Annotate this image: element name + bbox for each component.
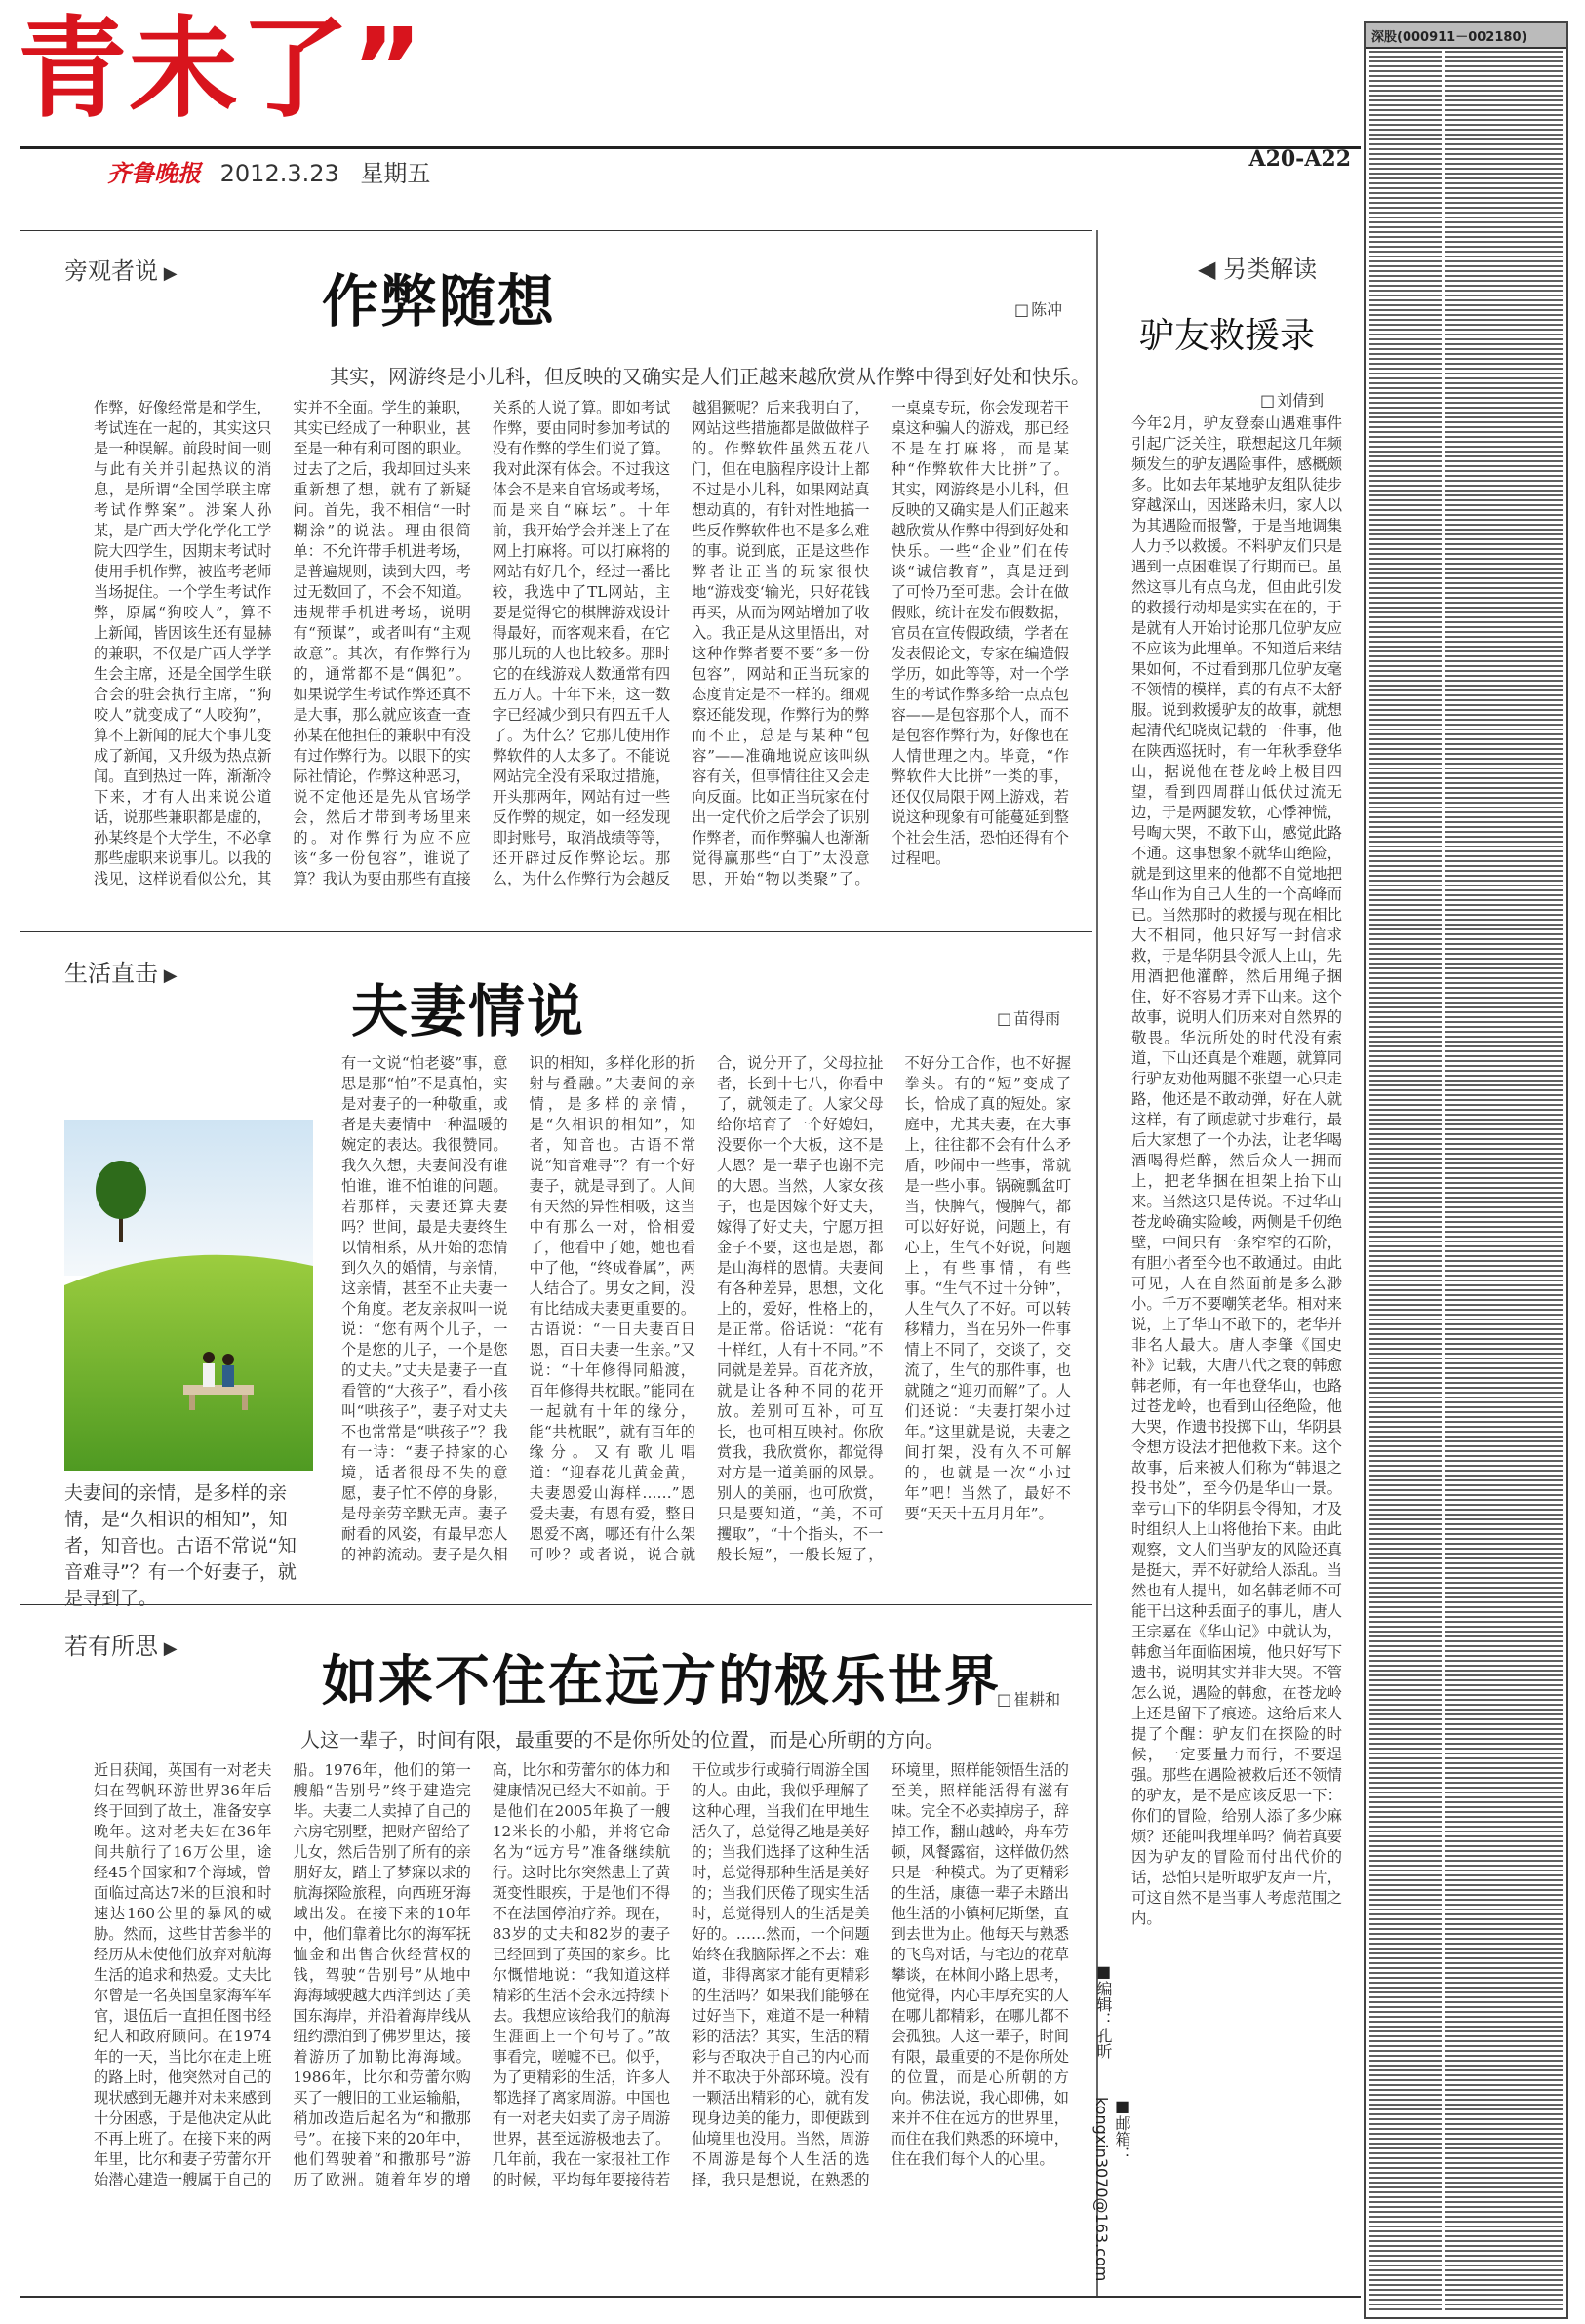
divider: [20, 931, 1092, 932]
issue-date: 2012.3.23: [219, 160, 339, 187]
editor-email: [1092, 2097, 1133, 2324]
issue-weekday: 星期五: [360, 160, 431, 187]
sidebar-author: □ 刘倩到: [1260, 388, 1324, 411]
article-subtitle: 其实，网游终是小儿科，但反映的又确实是人们正越来越欣赏从作弊中得到好处和快乐。: [330, 365, 1090, 388]
editor-credit: [1092, 1962, 1115, 2059]
bottom-divider: [20, 2296, 1361, 2298]
section-label-alt: ◀ 另类解读: [1198, 256, 1318, 283]
sidebar-title: 驴友救援录: [1139, 316, 1316, 356]
section-label-life: 生活直击 ▶: [64, 954, 178, 988]
article-subtitle: 人这一辈子，时间有限，最重要的不是你所处的位置，而是心所朝的方向。: [300, 1728, 944, 1752]
email-address: kongxin3070@163.com: [1092, 2097, 1111, 2282]
article-body-buddha: 近日获闻，英国有一对老夫妇在驾帆环游世界36年后终于回到了故土，准备安享晚年。这对老夫妇在36年间共航行了16万公里，途经45个国家和7个海域，曾面临过高达7米的巨浪和时速达160公里的暴风的威胁。然而，这些甘苦参半的经历从未使他们放弃对航海生活的追求和热爱。丈夫比尔曾是一名英国皇家海军军官，退伍后一直担任图书经纪人和政府顾问。在1974年的一天，当比尔在走上班的路上时，他突然对自己的现状感到无趣并对未来感到十分困惑，于是他决定从此不再上班了。在接下来的两年里，比尔和妻子劳蕾尔开始潜心建造一艘属于自己的船。1976年，他们的第一艘船“告别号”终于建造完毕。夫妻二人卖掉了自己的六房宅别墅，把财产留给了儿女，然后告别了所有的亲朋好友，踏上了梦寐以求的航海探险旅程，向西班牙海域出发。在接下来的10年中，他们靠着比尔的海军抚恤金和出售合伙经营权的钱，驾驶“告别号”从地中海海域驶越大西洋到达了美国东海岸，并沿着海岸线从纽约漂泊到了佛罗里达，接着游历了加勒比海海域。1986年，比尔和劳蕾尔购买了一艘旧的工业运输船，稍加改造后起名为“和撒那号”。在接下来的20年中，他们驾驶着“和撒那号”游历了欧洲。随着年岁的增高，比尔和劳蕾尔的体力和健康情况已经大不如前。于是他们在2005年换了一艘12米长的小船，并将它命名为“远方号”准备继续航行。这时比尔突然患上了黄斑变性眼疾，于是他们不得不在法国停泊疗养。现在，83岁的丈夫和82岁的妻子已经回到了英国的家乡。比尔慨惜地说：“我知道这样精彩的生活不会永远持续下去。我想应该给我们的航海生涯画上一个句号了。”故事看完，嗟嘘不已。似乎，为了更精彩的生活，许多人都选择了离家周游。中国也有一对老夫妇卖了房子周游世界，甚至远游极地去了。几年前，我在一家报社工作的时候，平均每年要接待若干位或步行或骑行周游全国的人。由此，我似乎理解了这种心理，当我们在甲地生活久了，总觉得乙地是美好的；当我们选择了这种生活时，总觉得那种生活是美好的；当我们厌倦了现实生活时，总觉得别人的生活是美好的。……然而，一个问题始终在我脑际挥之不去：难道，非得离家才能有更精彩的生活吗？如果我们能够在过好当下，难道不是一种精彩的活法？其实，生活的精彩与否取决于自己的内心而并不取决于外部环境。没有一颗活出精彩的心，就有发现身边美的能力，即便跋到仙境里也没用。当然，周游不周游是每个人生活的选择，我只是想说，在熟悉的环境里，照样能领悟生活的至美，照样能活得有滋有味。完全不必卖掉房子，辞掉工作，翻山越岭，舟车劳顿，风餐露宿，这样做仍然只是一种模式。为了更精彩的生活，康德一辈子未踏出他生活的小镇柯尼斯堡，直到去世为止。他每天与熟悉的飞鸟对话，与宅边的花草攀谈，在林间小路上思考，他觉得，内心丰厚充实的人在哪儿都精彩，在哪儿都不会孤独。人这一辈子，时间有限，最重要的不是你所处的位置，而是心所朝的方向。佛法说，我心即佛，如来并不住在远方的世界里，而住在我们熟悉的环境中，住在我们每个人的心里。: [94, 1761, 1069, 2188]
couple-photo: [64, 1120, 313, 1471]
article-author: □ 陈冲: [1014, 297, 1062, 320]
editor-name: 孔昕: [1094, 2028, 1113, 2059]
article-author: □ 崔耕和: [997, 1687, 1060, 1710]
divider: [20, 230, 1092, 231]
section-masthead-title: 青未了”: [18, 6, 425, 133]
sidebar-body: 今年2月，驴友登泰山遇难事件引起广泛关注，联想起这几年频频发生的驴友遇险事件，感概颇多。比如去年某地驴友组队徒步穿越深山，因迷路未归，家人以为其遇险而报警，于是当地调集人力予以救援。不料驴友们只是遇到一点困难误了行期而已。虽然这事儿有点乌龙，但由此引发的救援行动却是实实在在的，于是就有人开始讨论那几位驴友应不应该为此埋单。不知道后来结果如何，不过看到那几位驴友毫不领情的模样，真的有点不太舒服。说到救援驴友的故事，就想起清代纪晓岚记载的一件事，他在陕西巡抚时，有一年秋季登华山，据说他在苍龙岭上极目四望，看到四周群山低伏过流无边，于是两腿发软，心悸神慌，号啕大哭，不敢下山，感觉此路不通。这事想象不就华山绝险，就是到这里来的他都不自觉地把华山作为自己人生的一个高峰而已。当然那时的救援与现在相比大不相同，他只好写一封信求救，于是华阴县令派人上山，先用酒把他灌醉，然后用绳子捆住，好不容易才弄下山来。这个故事，说明人们历来对自然界的敬畏。华沅所处的时代没有索道，下山还真是个难题，就算同行驴友劝他两腿不张望一心只走路，他还是不敢动弹，好在人就这样，有了顾虑就寸步难行，最后大家想了一个办法，让老华喝酒喝得烂醉，然后众人一拥而上，把老华捆在担架上抬下山来。当然这只是传说。不过华山苍龙岭确实险峻，两侧是千仞绝壁，中间只有一条窄窄的石阶，有胆小者至今也不敢通过。由此可见，人在自然面前是多么渺小。千万不要嘲笑老华。相对来说，上了华山不敢下的，老华并非名人最大。唐人李肇《国史补》记载，大唐八代之衰的韩愈韩老师，有一年也登华山，也路过苍龙岭，也看到山径绝险，他大哭，作遗书投掷下山，华阴县令想方设法才把他救下来。这个故事，后来被人们称为“韩退之投书处”，至今仍是华山一景。幸亏山下的华阴县令得知，才及时组织人上山将他抬下来。由此观察，文人们当驴友的风险还真是挺大，弄不好就给人添乱。当然也有人提出，如名韩老师不可能干出这种丢面子的事儿，唐人王宗嘉在《华山记》中就认为，韩愈当年面临困境，他只好写下遗书，说明其实并非大哭。不管怎么说，遇险的韩愈，在苍龙岭上还是留下了痕迹。这给后来人提了个醒：驴友们在探险的时候，一定要量力而行，不要逞强。那些在遇险被救后还不领情的驴友，是不是应该反思一下：你们的冒险，给别人添了多少麻烦？还能叫我埋单吗？倘若真要因为驴友的冒险而付出代价的话，恐怕只是听取驴友声一片，可这自然不是当事人考虑范围之内。: [1131, 414, 1342, 1927]
email-label: ■邮箱：: [1113, 2097, 1131, 2162]
editor-label: ■编辑：: [1094, 1962, 1113, 2028]
stock-listing-rows: [1369, 51, 1563, 2313]
article-title-couple: 夫妻情说: [351, 978, 586, 1044]
section-label-thoughts: 若有所思 ▶: [64, 1627, 178, 1661]
stock-listing-panel: [1364, 21, 1568, 2319]
stock-panel-header: 深股(000911－002180): [1366, 23, 1566, 49]
photo-caption: 夫妻间的亲情，是多样的亲情，是“久相识的相知”，知者，知音也。古语不常说“知音难寻”？有一个好妻子，就是寻到了。: [64, 1482, 297, 1609]
page-range: A20-A22: [1248, 146, 1351, 172]
section-label-bystander: 旁观者说 ▶: [64, 252, 178, 286]
newspaper-logo: 齐鲁晚报: [107, 160, 201, 187]
masthead-divider: [20, 146, 1361, 149]
masthead-info: [107, 154, 430, 188]
article-body-couple: 有一文说“怕老婆”事，意思是那“怕”不是真怕，实是对妻子的一种敬重，或者是夫妻情中一种温暖的婉定的表达。我很赞同。我久久想，夫妻间没有谁怕谁，谁不怕谁的问题。若那样，夫妻还算夫妻吗？世间，最是夫妻终生以情相系，从开始的恋情到久久的婚情，与亲情，这亲情，甚至不止夫妻一个角度。老友亲叔叫一说说：“您有两个儿子，一个是您的儿子，一个是您的丈夫。”丈夫是妻子一直看管的“大孩子”，看小孩叫“哄孩子”，妻子对丈夫不也常常是“哄孩子”？我有一诗：“妻子持家的心境，适者很母不失的意愿，妻子忙不停的身影，是母亲劳辛默无声。妻子耐看的风姿，有最早恋人的神韵流动。妻子是久相识的相知，多样化形的折射与叠融。”夫妻间的亲情，是多样的亲情，是“久相识的相知”，知者，知音也。古语不常说“知音难寻”？有一个好妻子，就是寻到了。人间有天然的异性相吸，这当中有那么一对，恰相爱了，他看中了她，她也看中了他，“终成眷属”，两人结合了。男女之间，没有比结成夫妻更重要的。古语说：“一日夫妻百日恩，百日夫妻一生亲。”又说：“十年修得同船渡，百年修得共枕眠。”能同在一起就有十年的缘分，能“共枕眠”，就有百年的缘分。又有歌儿唱道：“迎春花儿黄金黄，夫妻恩爱山海样……”恩爱夫妻，有恩有爱，整日恩爱不离，哪还有什么架可吵？或者说，说合就合，说分开了，父母拉扯者，长到十七八，你看中了，就领走了。人家父母给你培育了一个好媳妇，没要你一个大板，这不是大恩？是一辈子也谢不完的大恩。当然，人家女孩子，也是因嫁个好丈夫，嫁得了好丈夫，宁愿万担金子不要，这也是恩，都是山海样的恩情。夫妻间有各种差异，思想，文化上的，爱好，性格上的，是正常。俗话说：“花有十样红，人有十不同。”不同就是差异。百花齐放，就是让各种不同的花开放。差别可互补，可互长，也可相互映衬。你欣赏我，我欣赏你，都觉得对方是一道美丽的风景。别人的美丽，也可欣赏，只是要知道，“美，不可攫取”，“十个指头，不一般长短”，一般长短了，不好分工合作，也不好握拳头。有的“短”变成了长，恰成了真的短处。家庭中，尤其夫妻，在大事上，往往都不会有什么矛盾，吵闹中一些事，常就是一些小事。锅碗瓢盆叮当，快脾气，慢脾气，都可以好好说，问题上，有心上，生气不好说，问题上，有些事情，有些事。“生气不过十分钟”，人生气久了不好。可以转移精力，当在另外一件事情上不同了，交谈了，交流了，生气的那件事，也就随之“迎刃而解”了。人们还说：“夫妻打架小过年。”这里就是说，夫妻之间打架，没有久不可解的，也就是一次“小过年”吧！当然了，最好不要“天天十五月月年”。: [341, 1054, 1071, 1563]
sidebar-section-label: 另类解读: [1223, 256, 1318, 283]
article-body-cheating: 作弊，好像经常是和学生，考试连在一起的，其实这只是一种误解。前段时间一则与此有关并引起热议的消息，是所谓“全国学联主席考试作弊案”。涉案人孙某，是广西大学化学化工学院大四学生，因期末考试时使用手机作弊，被监考老师当场捉住。一个学生考试作弊，原属“狗咬人”，算不上新闻，皆因该生还有显赫的兼职，不仅是广西大学学生会主席，还是全国学生联合会的驻会执行主席，“狗咬人”就变成了“人咬狗”，算不上新闻的屁大个事儿变成了新闻，又升级为热点新闻。直到热过一阵，渐渐冷下来，才有人出来说公道话，说那些兼职都是虚的，孙某终是个大学生，不必拿那些虚职来说事儿。以我的浅见，这样说看似公允，其实并不全面。学生的兼职，其实已经成了一种职业，甚至是一种有利可图的职业。过去了之后，我却回过头来重新想了想，就有了新疑问。首先，我不相信“一时糊涂”的说法。理由很简单：不允许带手机进考场，是普遍规则，读到大四，考过无数回了，不会不知道。违规带手机进考场，说明有“预谋”，或者叫有“主观故意”。其次，有作弊行为的，通常都不是“偶犯”。如果说学生考试作弊还真不是大事，那么就应该查一查孙某在他担任的兼职中有没有过作弊行为。以眼下的实际社情论，作弊这种恶习，说不定他还是先从官场学会，然后才带到考场里来的。对作弊行为应不应该“多一份包容”，谁说了算？我认为要由那些有直接关系的人说了算。即如考试作弊，要由同时参加考试的没有作弊的学生们说了算。我对此深有体会。不过我这体会不是来自官场或考场，而是来自“麻坛”。十年前，我开始学会并迷上了在网上打麻将。可以打麻将的网站有好几个，经过一番比较，我选中了TL网站，主要是觉得它的棋牌游戏设计得最好，而客观来看，在它那儿玩的人也比较多。那时它的在线游戏人数通常有四五万人。十年下来，这一数字已经减少到只有四五千人了。为什么？它那儿使用作弊软件的人太多了。不能说网站完全没有采取过措施，开头那两年，网站有过一些反作弊的规定，如一经发现即封账号，取消战绩等等，还开辟过反作弊论坛。那么，为什么作弊行为会越反越猖獗呢？后来我明白了，网站这些措施都是做做样子的。作弊软件虽然五花八门，但在电脑程序设计上都不过是小儿科，如果网站真想动真的，有针对性地搞一些反作弊软件也不是多么难的事。说到底，正是这些作弊者让正当的玩家很快地“游戏变‘输光，只好花钱再买，从而为网站增加了收入。我正是从这里悟出，对这种作弊者要不要“多一份包容”，网站和正当玩家的态度肯定是不一样的。细观察还能发现，作弊行为的弊而不止，总是与某种“包容”——准确地说应该叫纵容有关，但事情往往又会走向反面。比如正当玩家在付出一定代价之后学会了识别作弊者，而作弊骗人也渐渐觉得赢那些“白丁”太没意思，开始“物以类聚”了。一桌桌专玩，你会发现若干桌这种骗人的游戏，那已经不是在打麻将，而是某种“作弊软件大比拼”了。其实，网游终是小儿科，但反映的又确实是人们正越来越欣赏从作弊中得到好处和快乐。一些“企业”们在传谈“诚信教育”，真是迂到了可怜乃至可悲。会计在做假账，统计在发布假数据，官员在宣传假政绩，学者在发表假论文，专家在编造假学历，如此等等，对一个学生的考试作弊多给一点点包容——是包容那个人，而不是包容作弊行为，好像也在人情世理之内。毕竟，“作弊软件大比拼”一类的事，还仅仅局限于网上游戏，若说这种现象有可能蔓延到整个社会生活，恐怕还得有个过程吧。: [94, 399, 1069, 887]
article-title-buddha: 如来不住在远方的极乐世界: [322, 1650, 1001, 1713]
article-author: □ 苗得雨: [997, 1006, 1060, 1029]
article-title-cheating: 作弊随想: [322, 268, 557, 335]
